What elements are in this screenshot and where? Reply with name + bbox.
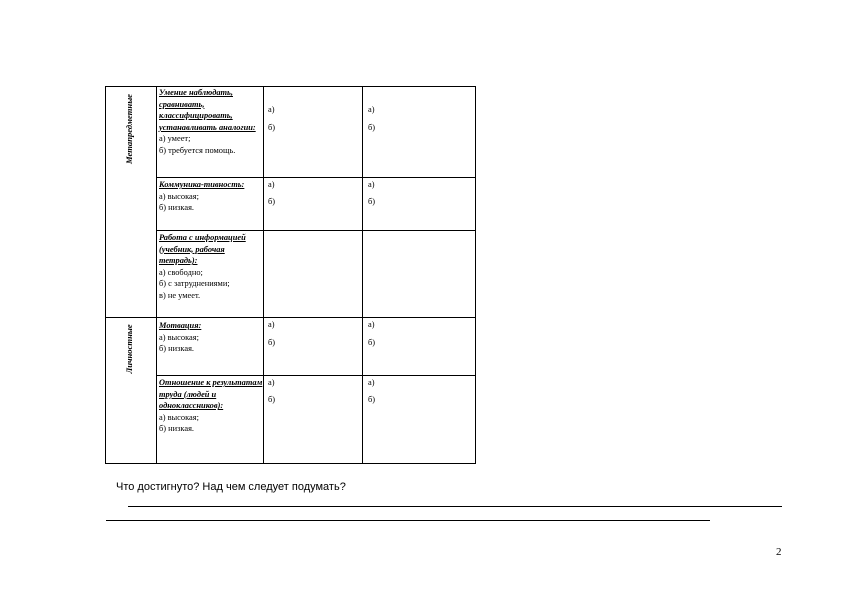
page-number: 2 [776,546,782,558]
answer-a: а) [368,180,375,189]
criterion-option: а) высокая; [159,332,199,342]
criterion-title: Мотвация: [159,321,202,330]
criterion-cell [159,377,263,435]
group-label-personal: Личностные [124,324,134,374]
criterion-option: б) с затруднениями; [159,279,230,289]
criterion-option: б) низкая. [159,203,195,213]
criterion-title: Отношение к результатам труда (людей и одноклассников): [159,378,263,411]
criterion-option: а) свободно; [159,267,203,277]
answer-a: а) [268,180,275,189]
criterion-option: а) высокая; [159,191,199,201]
criterion-title: Коммуника-тивность: [159,180,245,189]
answer-b: б) [268,395,276,404]
answer-a: а) [268,378,275,387]
answer-b: б) [368,395,376,404]
criterion-cell [159,87,263,157]
criterion-option: а) умеет; [159,134,191,144]
answer-a: а) [268,320,275,329]
reflection-question: Что достигнуто? Над чем следует подумать? [116,481,346,493]
answer-b: б) [268,338,276,347]
answer-b: б) [268,197,276,206]
criterion-option: б) низкая. [159,344,195,354]
answer-a: а) [368,320,375,329]
answer-b: б) [268,123,276,132]
answer-a: а) [268,105,275,114]
answer-line[interactable] [128,496,782,507]
criterion-option: в) не умеет. [159,290,201,300]
criterion-option: б) требуется помощь. [159,145,236,155]
answer-line[interactable] [106,510,710,521]
criterion-title: Умение наблюдать, сравнивать, классифицировать, устанавливать аналогии: [159,88,256,132]
answer-a: а) [368,378,375,387]
answer-b: б) [368,338,376,347]
criterion-option: б) низкая. [159,424,195,434]
answer-b: б) [368,197,376,206]
group-label-metasubject: Метапредметные [124,94,134,164]
criterion-cell [159,320,263,355]
criterion-option: а) высокая; [159,412,199,422]
answer-b: б) [368,123,376,132]
answer-a: а) [368,105,375,114]
criterion-title: Работа с информацией (учебник, рабочая тетрадь): [159,233,246,266]
criterion-cell [159,179,263,214]
criterion-cell [159,232,263,302]
